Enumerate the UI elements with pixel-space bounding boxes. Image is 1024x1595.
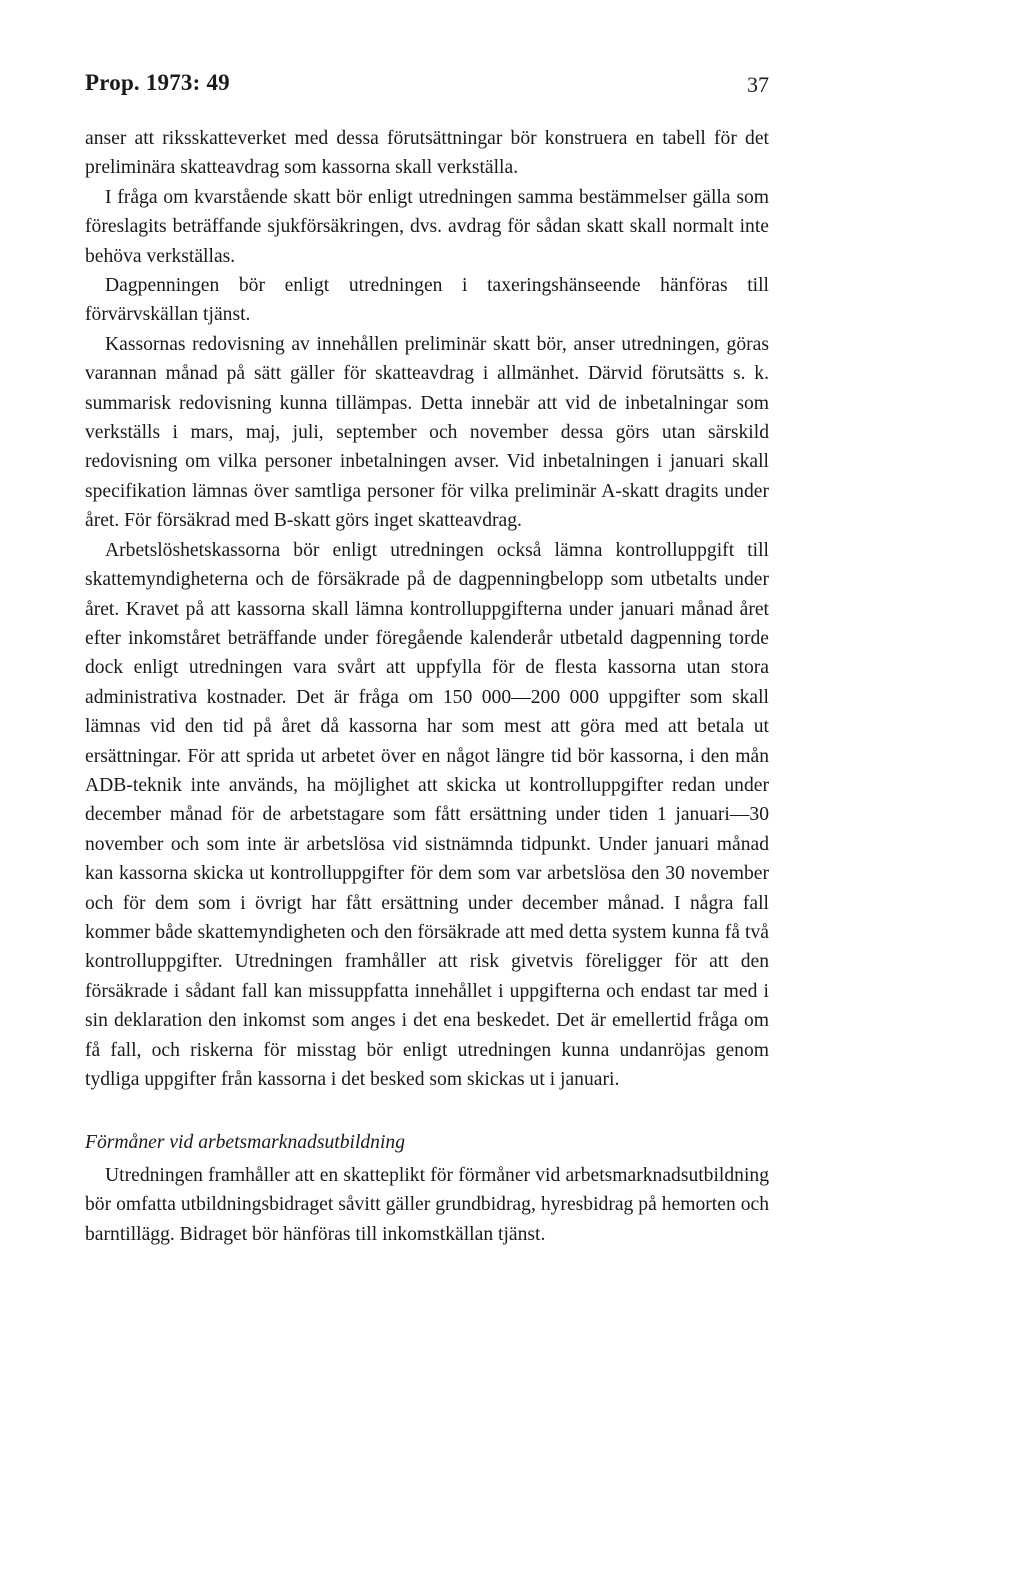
paragraph: Dagpenningen bör enligt utredningen i taxeringshänseende hänföras till förvärvskällan tjänst. [85, 275, 769, 326]
page-number: 37 [747, 72, 769, 97]
paragraph: anser att riksskatteverket med dessa förutsättningar bör konstruera en tabell för det preliminära skatteavdrag som kassorna skall verkställa. [85, 128, 769, 179]
document-reference: Prop. 1973: 49 [85, 70, 230, 95]
paragraph: Utredningen framhåller att en skatteplikt för förmåner vid arbetsmarknadsutbildning bör omfatta utbildningsbidraget såvitt gäller grundbidrag, hyresbidrag på hemorten och barntillägg. Bidraget bör hänföras till inkomstkällan tjänst. [85, 1164, 769, 1245]
body-text [85, 124, 769, 1249]
section-heading: Förmåner vid arbetsmarknadsutbildning [85, 1132, 406, 1154]
paragraph: Kassornas redovisning av innehållen preliminär skatt bör, anser utredningen, göras varannan månad på sätt gäller för skatteavdrag i allmänhet. Därvid förutsätts s. k. summarisk redovisning kunna tillämpas. Detta innebär att vid de inbetalningar som verkställs i mars, maj, juli, september och november dessa görs utan särskild redovisning om vilka personer inbetalningen avser. Vid inbetalningen i januari skall specifikation lämnas över samtliga personer för vilka preliminär A-skatt dragits under året. För försäkrad med B-skatt görs inget skatteavdrag. [85, 333, 769, 532]
paragraph: Arbetslöshetskassorna bör enligt utredningen också lämna kontrolluppgift till skattemyndigheterna och de försäkrade på de dagpenningbelopp som utbetalts under året. Kravet på att kassorna skall lämna kontrolluppgifterna under januari månad året efter inkomståret beträffande under föregående kalenderår utbetald dagpenning torde dock enligt utredningen vara svårt att uppfylla för de flesta kassorna utan stora administrativa kostnader. Det är fråga om 150 000—200 000 uppgifter som skall lämnas vid den tid på året då kassorna har som mest att göra med att betala ut ersättningar. För att sprida ut arbetet över en något längre tid bör kassorna, i den mån ADB-teknik inte används, ha möjlighet att skicka ut kontrolluppgifter redan under december månad för de arbetstagare som fått ersättning under tiden 1 januari—30 november och som inte är arbetslösa vid sistnämnda tidpunkt. Under januari månad kan kassorna skicka ut kontrolluppgifter för dem som var arbetslösa den 30 november och för dem som i övrigt har fått ersättning under december månad. I några fall kommer både skattemyndigheten och den försäkrade att med detta system kunna få två kontrolluppgifter. Utredningen framhåller att risk givetvis föreligger för att den försäkrade i sådant fall kan missuppfatta innehållet i uppgifterna och endast tar med i sin deklaration den inkomst som anges i det ena beskedet. Det är emellertid fråga om få fall, och riskerna för misstag bör enligt utredningen kunna undanröjas genom tydliga uppgifter från kassorna i det besked som skickas ut i januari. [85, 539, 769, 1090]
page-header [85, 70, 769, 100]
paragraph: I fråga om kvarstående skatt bör enligt utredningen samma bestämmelser gälla som föreslagits beträffande sjukförsäkringen, dvs. avdrag för sådan skatt skall normalt inte behöva verkställas. [85, 186, 769, 267]
